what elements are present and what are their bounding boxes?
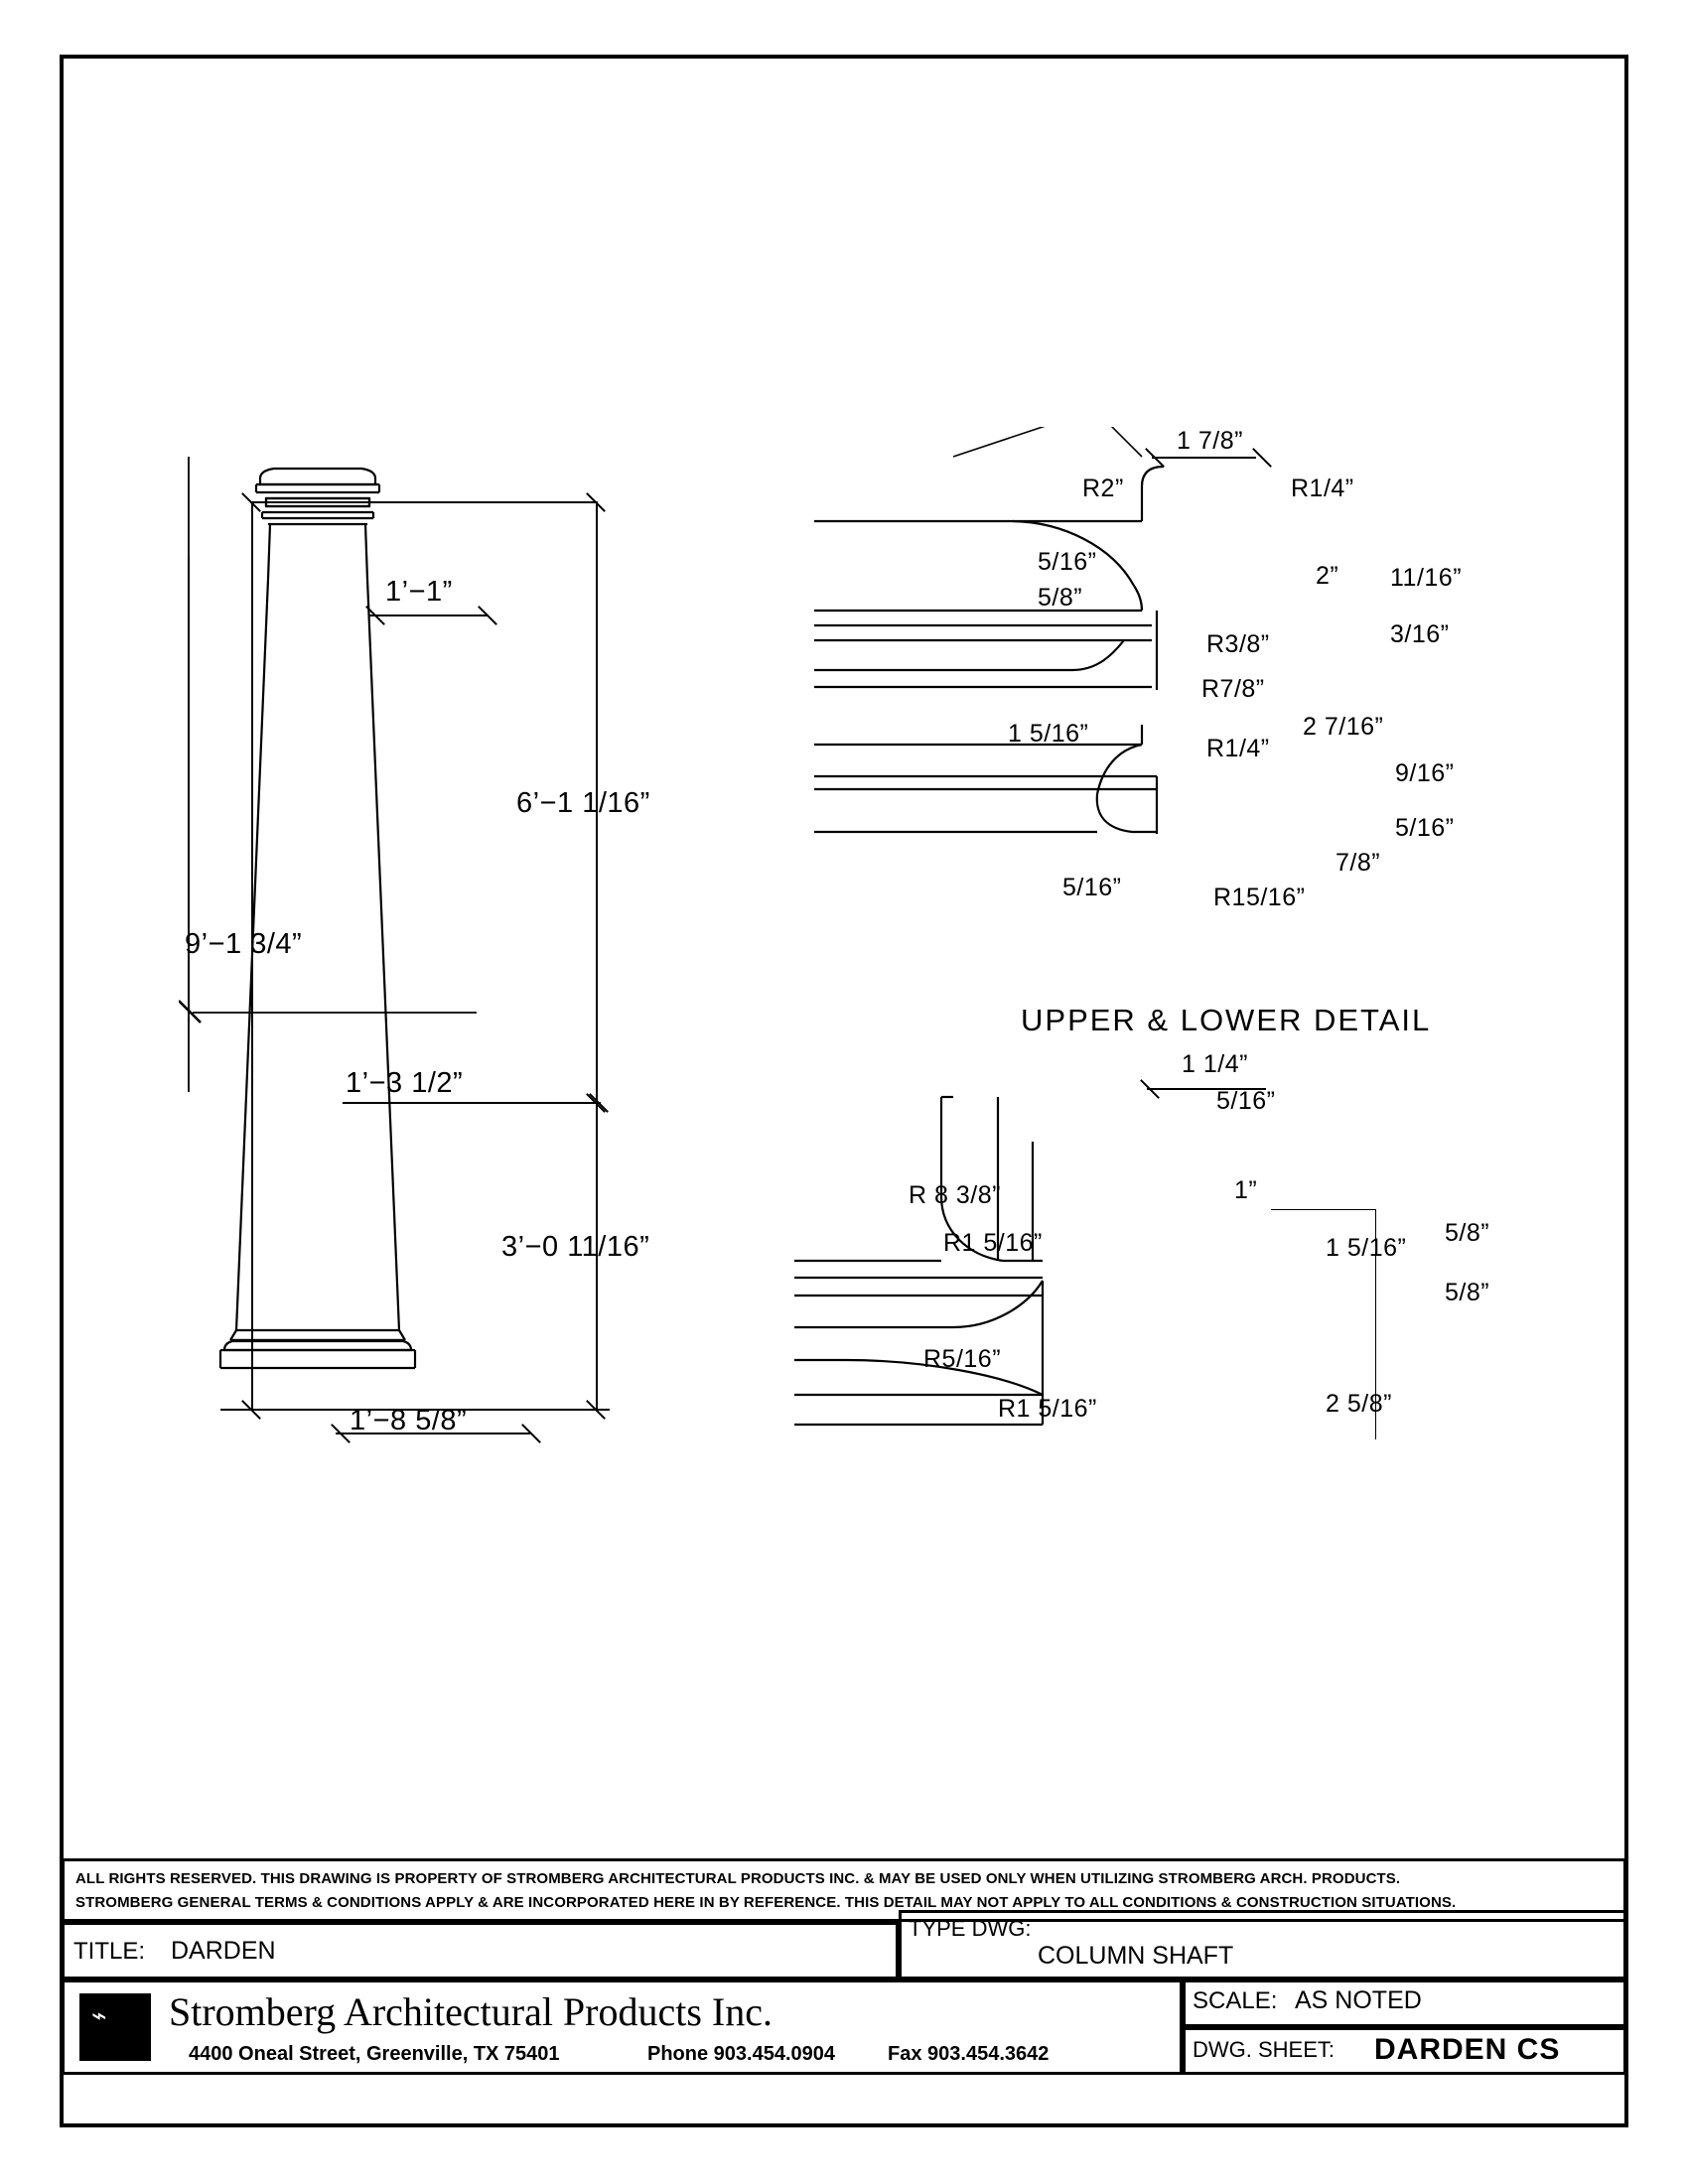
upper-detail-profile [814, 427, 1509, 953]
dim-ud-r2: R2” [1082, 475, 1124, 502]
dim-ld-1in: 1” [1234, 1176, 1258, 1204]
dwg-sheet-label: DWG. SHEET: [1193, 2037, 1336, 2062]
company-fax: Fax 903.454.3642 [888, 2043, 1050, 2065]
dim-overall-height: 9’−1 3/4” [185, 928, 303, 960]
dim-ld-58-b: 5/8” [1445, 1279, 1490, 1306]
dim-base-diameter: 1’−8 5/8” [350, 1405, 468, 1436]
leader-ld-3 [1375, 1251, 1376, 1439]
dim-ld-516: 5/16” [1216, 1087, 1276, 1115]
dim-line-mid-diameter [343, 1102, 601, 1104]
dim-lower-height: 3’−0 11/16” [501, 1231, 650, 1263]
legal-line-2: STROMBERG GENERAL TERMS & CONDITIONS APPLY & ARE INCORPORATED HERE IN BY REFERENCE. THIS DETAIL MAY NOT APPLY TO ALL CONDITIONS & CONSTRUCTION SITUATIONS. [75, 1894, 1457, 1911]
dim-mid-diameter: 1’−3 1/2” [346, 1067, 464, 1099]
ext-line-top [250, 501, 598, 503]
dim-ud-1116: 11/16” [1390, 564, 1463, 592]
dim-ud-r78: R7/8” [1201, 675, 1265, 703]
dim-ud-2716: 2 7/16” [1303, 713, 1384, 741]
scale-label: SCALE: [1193, 1987, 1278, 2014]
leader-ld-1 [1271, 1209, 1375, 1210]
dim-ud-r1516: R15/16” [1213, 884, 1306, 911]
title-value: DARDEN [171, 1937, 276, 1965]
company-phone: Phone 903.454.0904 [647, 2043, 836, 2065]
type-dwg-label: TYPE DWG: [909, 1916, 1032, 1941]
dim-top-diameter: 1’−1” [385, 576, 453, 608]
dim-ld-114: 1 1/4” [1182, 1050, 1248, 1078]
dim-ud-1516: 1 5/16” [1008, 720, 1089, 748]
dim-ld-258: 2 5/8” [1326, 1390, 1392, 1418]
legal-line-1: ALL RIGHTS RESERVED. THIS DRAWING IS PROPERTY OF STROMBERG ARCHITECTURAL PRODUCTS INC. & MAY BE USED ONLY WHEN UTILIZING STROMBERG ARCH. PRODUCTS. [75, 1870, 1401, 1887]
type-dwg-value: COLUMN SHAFT [1038, 1942, 1234, 1970]
dim-ld-r516: R5/16” [923, 1345, 1002, 1373]
dim-ld-11516: 1 5/16” [1326, 1234, 1407, 1262]
dim-ud-1: 1 7/8” [1177, 427, 1243, 455]
dim-ud-58-a: 5/8” [1038, 584, 1083, 612]
company-name: Stromberg Architectural Products Inc. [169, 1989, 774, 2034]
dim-ud-r14: R1/4” [1291, 475, 1354, 502]
logo-mark: ⌁ [91, 2001, 107, 2030]
dim-ld-r1516a: R1 5/16” [943, 1229, 1043, 1257]
dim-ld-r838: R 8 3/8” [909, 1181, 1001, 1209]
dim-ud-78: 7/8” [1336, 849, 1381, 877]
company-logo [79, 1993, 151, 2061]
dim-ud-316: 3/16” [1390, 620, 1450, 648]
dim-ud-516-a: 5/16” [1038, 548, 1097, 576]
dim-ud-r14b: R1/4” [1206, 735, 1270, 762]
dim-shaft-height: 6’−1 1/16” [516, 787, 650, 819]
dim-line-top-diameter [369, 614, 489, 616]
dwg-sheet-value: DARDEN CS [1374, 2033, 1561, 2066]
company-address: 4400 Oneal Street, Greenville, TX 75401 [189, 2043, 560, 2065]
dim-ld-r1516b: R1 5/16” [998, 1395, 1097, 1423]
dim-ud-2: 2” [1316, 562, 1339, 590]
title-block [62, 1858, 1626, 2126]
title-label: TITLE: [73, 1938, 146, 1965]
dim-ud-516-b: 5/16” [1395, 814, 1455, 842]
dim-ud-r38: R3/8” [1206, 630, 1270, 658]
lower-detail-profile [794, 1067, 1529, 1494]
leader-ld-2 [1375, 1209, 1376, 1245]
scale-value: AS NOTED [1295, 1986, 1422, 2014]
dim-ld-58-a: 5/8” [1445, 1219, 1490, 1247]
dim-ud-916: 9/16” [1395, 759, 1455, 787]
dim-ud-516-c: 5/16” [1062, 874, 1122, 901]
upper-lower-detail-title: UPPER & LOWER DETAIL [1021, 1003, 1432, 1037]
dim-line-ud-1 [1152, 457, 1256, 459]
